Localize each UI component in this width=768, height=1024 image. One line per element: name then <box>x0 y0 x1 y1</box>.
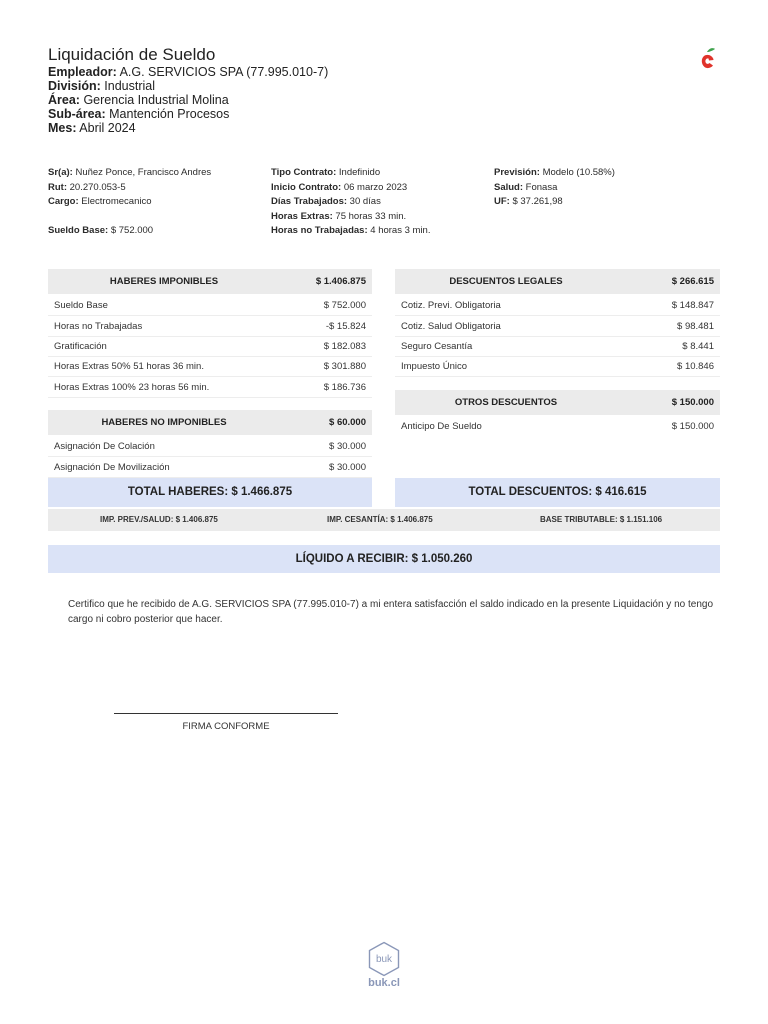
certificate-text: Certifico que he recibido de A.G. SERVICIOS SPA (77.995.010-7) a mi entera satisfacción el saldo indicado en la presente Liquidación y no tengo cargo ni cobro posterior que hacer. <box>68 599 714 625</box>
total-haberes: TOTAL HABERES: $ 1.466.875 <box>48 478 372 507</box>
info-hours-not-worked-label: Horas no Trabajadas: <box>271 225 368 236</box>
buk-url: buk.cl <box>368 977 400 989</box>
info-contract-start-value: 06 marzo 2023 <box>343 181 408 193</box>
table-row <box>395 417 720 437</box>
info-cargo-value: Electromecanico <box>81 196 152 207</box>
info-contract-type-value: Indefinido <box>338 167 381 178</box>
table-row <box>48 337 372 357</box>
month-value: Abril 2024 <box>79 121 136 135</box>
table-row <box>48 437 372 457</box>
division-label: División: <box>48 79 101 93</box>
otros-descuentos-title: OTROS DESCUENTOS <box>454 397 558 408</box>
info-contract-type-label: Tipo Contrato: <box>271 167 337 178</box>
info-prevision-label: Previsión: <box>494 167 540 178</box>
info-uf-value: $ 37.261,98 <box>512 196 563 207</box>
table-row <box>48 458 372 478</box>
haberes-no-imponibles-header <box>48 410 372 435</box>
row-label: Seguro Cesantía <box>401 341 473 352</box>
descuentos-legales-total: $ 266.615 <box>671 276 714 287</box>
info-name-value: Nuñez Ponce, Francisco Andres <box>75 167 212 178</box>
table-row <box>395 296 720 316</box>
info-name <box>48 166 211 181</box>
row-label: Gratificación <box>54 341 107 352</box>
descuentos-legales-title: DESCUENTOS LEGALES <box>449 276 563 287</box>
company-logo-icon <box>697 46 717 70</box>
row-label: Horas Extras 50% 51 horas 36 min. <box>54 361 204 372</box>
info-prevision-value: Modelo (10.58%) <box>542 167 615 178</box>
signature-line <box>114 713 338 714</box>
employer-label: Empleador: <box>48 65 117 79</box>
area-label: Área: <box>48 93 80 107</box>
table-row <box>48 296 372 316</box>
otros-descuentos-total: $ 150.000 <box>671 397 714 408</box>
table-row <box>48 378 372 398</box>
otros-descuentos-header <box>395 390 720 415</box>
info-sueldo-base-label: Sueldo Base: <box>48 225 109 236</box>
row-label: Cotiz. Previ. Obligatoria <box>401 300 501 311</box>
haberes-imponibles-header <box>48 269 372 294</box>
row-label: Asignación De Movilización <box>54 462 170 473</box>
row-label: Anticipo De Sueldo <box>401 421 482 432</box>
haberes-imponibles-title: HABERES IMPONIBLES <box>109 276 219 287</box>
info-column-employee <box>48 166 211 210</box>
month-label: Mes: <box>48 121 77 135</box>
document-title: Liquidación de Sueldo <box>48 45 216 64</box>
row-amount: $ 10.846 <box>677 361 714 372</box>
info-sueldo-base <box>48 224 153 239</box>
row-amount: $ 98.481 <box>677 321 714 332</box>
row-amount: $ 182.083 <box>323 341 366 352</box>
buk-logo-icon <box>367 941 401 977</box>
row-amount: $ 30.000 <box>329 441 366 452</box>
signature-label: FIRMA CONFORME <box>182 721 270 732</box>
info-days-worked-label: Días Trabajados: <box>271 196 348 207</box>
info-uf <box>494 195 615 210</box>
employer-line <box>48 65 328 79</box>
info-salud <box>494 181 615 196</box>
row-amount: $ 150.000 <box>671 421 714 432</box>
info-overtime <box>271 210 430 225</box>
descuentos-legales-header <box>395 269 720 294</box>
table-row <box>48 317 372 337</box>
employer-value: A.G. SERVICIOS SPA (77.995.010-7) <box>119 65 329 79</box>
row-label: Horas Extras 100% 23 horas 56 min. <box>54 382 210 393</box>
info-sueldo-base-value: $ 752.000 <box>110 225 154 236</box>
info-prevision <box>494 166 615 181</box>
haberes-no-imponibles-total: $ 60.000 <box>329 417 366 428</box>
division-line <box>48 79 155 93</box>
info-salud-value: Fonasa <box>525 181 558 193</box>
info-column-contract <box>271 166 430 239</box>
row-amount: $ 148.847 <box>671 300 714 311</box>
buk-logo-text: buk <box>375 954 393 965</box>
info-overtime-value: 75 horas 33 min. <box>335 210 407 222</box>
row-label: Impuesto Único <box>401 361 468 372</box>
info-rut <box>48 181 211 196</box>
info-contract-type <box>271 166 430 181</box>
info-salud-label: Salud: <box>494 181 524 193</box>
month-line <box>48 121 136 135</box>
info-column-social <box>494 166 615 210</box>
table-row <box>395 337 720 357</box>
info-contract-start <box>271 181 430 196</box>
info-contract-start-label: Inicio Contrato: <box>271 181 342 193</box>
row-amount: $ 8.441 <box>682 341 714 352</box>
imp-cesantia: IMP. CESANTÍA: $ 1.406.875 <box>327 515 433 524</box>
row-amount: $ 30.000 <box>329 462 366 473</box>
info-overtime-label: Horas Extras: <box>271 210 333 222</box>
info-uf-label: UF: <box>494 196 510 207</box>
base-tributable: BASE TRIBUTABLE: $ 1.151.106 <box>540 515 663 524</box>
area-value: Gerencia Industrial Molina <box>83 93 229 107</box>
imp-prev-salud: IMP. PREV./SALUD: $ 1.406.875 <box>100 515 218 524</box>
table-row <box>395 357 720 377</box>
haberes-imponibles-total: $ 1.406.875 <box>315 276 366 287</box>
row-amount: $ 301.880 <box>323 361 366 372</box>
row-label: Sueldo Base <box>54 300 108 311</box>
subarea-value: Mantención Procesos <box>109 107 230 121</box>
row-label: Horas no Trabajadas <box>54 321 143 332</box>
total-descuentos: TOTAL DESCUENTOS: $ 416.615 <box>395 478 720 507</box>
info-days-worked <box>271 195 430 210</box>
subarea-label: Sub-área: <box>48 107 106 121</box>
info-hours-not-worked-value: 4 horas 3 min. <box>370 225 431 236</box>
info-cargo-label: Cargo: <box>48 196 79 207</box>
row-amount: $ 186.736 <box>323 382 366 393</box>
tax-bases-band <box>48 509 720 531</box>
table-row <box>395 317 720 337</box>
area-line <box>48 93 229 107</box>
row-label: Asignación De Colación <box>54 441 155 452</box>
info-rut-label: Rut: <box>48 181 67 193</box>
row-label: Cotiz. Salud Obligatoria <box>401 321 501 332</box>
division-value: Industrial <box>104 79 156 93</box>
info-days-worked-value: 30 días <box>349 196 381 207</box>
info-hours-not-worked <box>271 224 430 239</box>
subarea-line <box>48 107 229 121</box>
info-name-label: Sr(a): <box>48 167 73 178</box>
table-row <box>48 357 372 377</box>
haberes-no-imponibles-title: HABERES NO IMPONIBLES <box>101 417 227 428</box>
row-amount: $ 752.000 <box>323 300 366 311</box>
row-amount: -$ 15.824 <box>325 321 366 332</box>
liquido-a-recibir: LÍQUIDO A RECIBIR: $ 1.050.260 <box>48 545 720 573</box>
info-cargo <box>48 195 211 210</box>
info-rut-value: 20.270.053-5 <box>69 181 126 193</box>
